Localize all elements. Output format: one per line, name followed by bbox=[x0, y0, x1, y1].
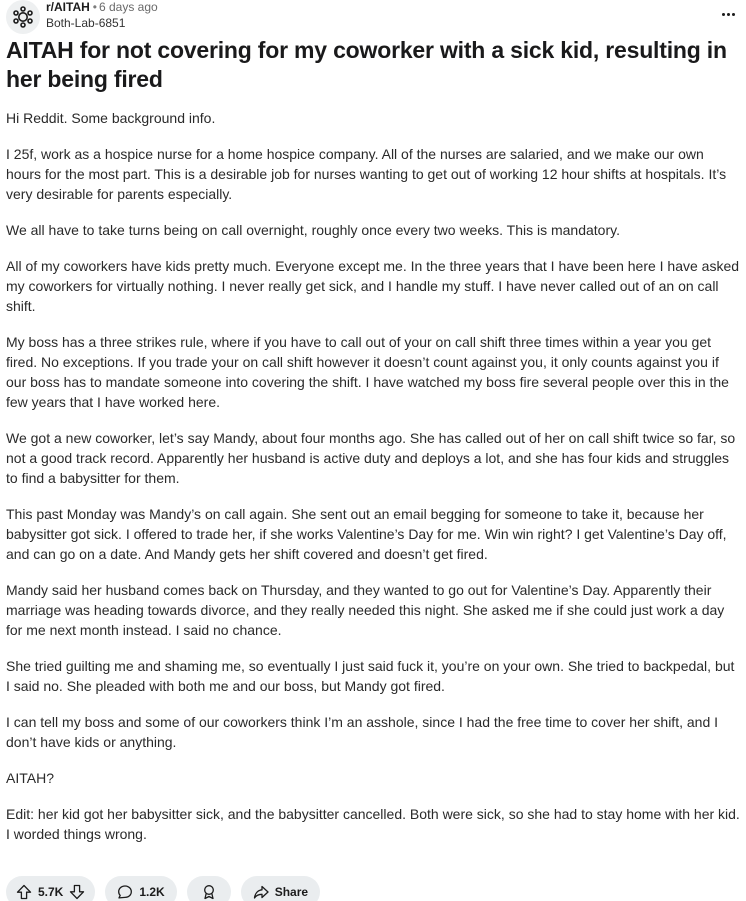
post-paragraph: We all have to take turns being on call overnight, roughly once every two weeks. This is mandatory. bbox=[6, 222, 620, 238]
post-paragraph: All of my coworkers have kids pretty much. Everyone except me. In the three years that I have been here I have asked my coworkers for virtually nothing. I never really get sick, and I handle my stuff. I have never called out of an on call shift. bbox=[6, 258, 740, 314]
post-time: 6 days ago bbox=[98, 0, 158, 14]
post-paragraph: I can tell my boss and some of our coworkers think I’m an asshole, since I had the free time to cover her shift, and I don’t have kids or anything. bbox=[6, 714, 719, 750]
award-icon bbox=[201, 884, 217, 900]
comment-bubble-icon bbox=[117, 884, 133, 900]
post-title: AITAH for not covering for my coworker with a sick kid, resulting in her being fired bbox=[6, 37, 727, 92]
share-button[interactable] bbox=[241, 876, 320, 901]
post-header bbox=[6, 0, 740, 34]
post-paragraph: Edit: her kid got her babysitter sick, and the babysitter cancelled. Both were sick, so she had to stay home with her kid. I worded things wrong. bbox=[6, 806, 740, 842]
post-paragraph: Mandy said her husband comes back on Thursday, and they wanted to go out for Valentine’s Day. Apparently their marriage was heading towards divorce, and they really needed this night. She asked me if she could just work a day for me next month instead. I said no chance. bbox=[6, 582, 725, 638]
more-options-icon bbox=[722, 13, 725, 16]
post-paragraph: AITAH? bbox=[6, 770, 54, 786]
vote-control bbox=[6, 876, 95, 901]
share-arrow-icon bbox=[253, 884, 269, 900]
share-label: Share bbox=[274, 885, 309, 899]
award-button[interactable] bbox=[187, 876, 231, 901]
post-paragraph: Hi Reddit. Some background info. bbox=[6, 110, 216, 126]
comment-count: 1.2K bbox=[139, 885, 165, 899]
downvote-arrow-icon[interactable] bbox=[69, 884, 85, 900]
post-paragraph: This past Monday was Mandy’s on call again. She sent out an email begging for someone to take it, because her babysitter got sick. I offered to trade her, if she works Valentine’s Day for me. Win win right? I get Valentine’s Day off, and can go on a date. And Mandy gets her shift covered and doesn’t get fired. bbox=[6, 506, 727, 562]
post-body bbox=[6, 108, 740, 860]
post-meta bbox=[46, 0, 158, 31]
author-link[interactable]: Both-Lab-6851 bbox=[46, 16, 126, 30]
comments-button[interactable] bbox=[105, 876, 176, 901]
post-paragraph: We got a new coworker, let’s say Mandy, about four months ago. She has called out of her on call shift twice so far, so not a good track record. Apparently her husband is active duty and deploys a lot, and she has four kids and struggles to find a babysitter for them. bbox=[6, 430, 736, 486]
upvote-arrow-icon[interactable] bbox=[16, 884, 32, 900]
post-action-bar bbox=[6, 876, 320, 901]
post-paragraph: She tried guilting me and shaming me, so eventually I just said fuck it, you’re on your own. She tried to backpedal, but I said no. She pleaded with both me and our boss, but Mandy got fired. bbox=[6, 658, 735, 694]
subreddit-avatar[interactable] bbox=[6, 0, 40, 34]
more-options-button[interactable] bbox=[718, 4, 738, 24]
meta-separator: • bbox=[92, 0, 97, 14]
post-paragraph: My boss has a three strikes rule, where if you have to call out of your on call shift three times within a year you get fired. No exceptions. If you trade your on call shift however it doesn’t count against you, it only counts against you if our boss has to mandate someone into covering the shift. I have watched my boss fire several people over this in the few years that I have worked here. bbox=[6, 334, 729, 410]
subreddit-link[interactable]: r/AITAH bbox=[46, 0, 90, 14]
post-paragraph: I 25f, work as a hospice nurse for a home hospice company. All of the nurses are salaried, and we make our own hours for the most part. This is a desirable job for nurses wanting to get out of working 12 hour shifts at hospitals. It’s very desirable for parents especially. bbox=[6, 146, 727, 202]
vote-count: 5.7K bbox=[38, 885, 64, 899]
subreddit-snoo-icon bbox=[11, 5, 35, 29]
